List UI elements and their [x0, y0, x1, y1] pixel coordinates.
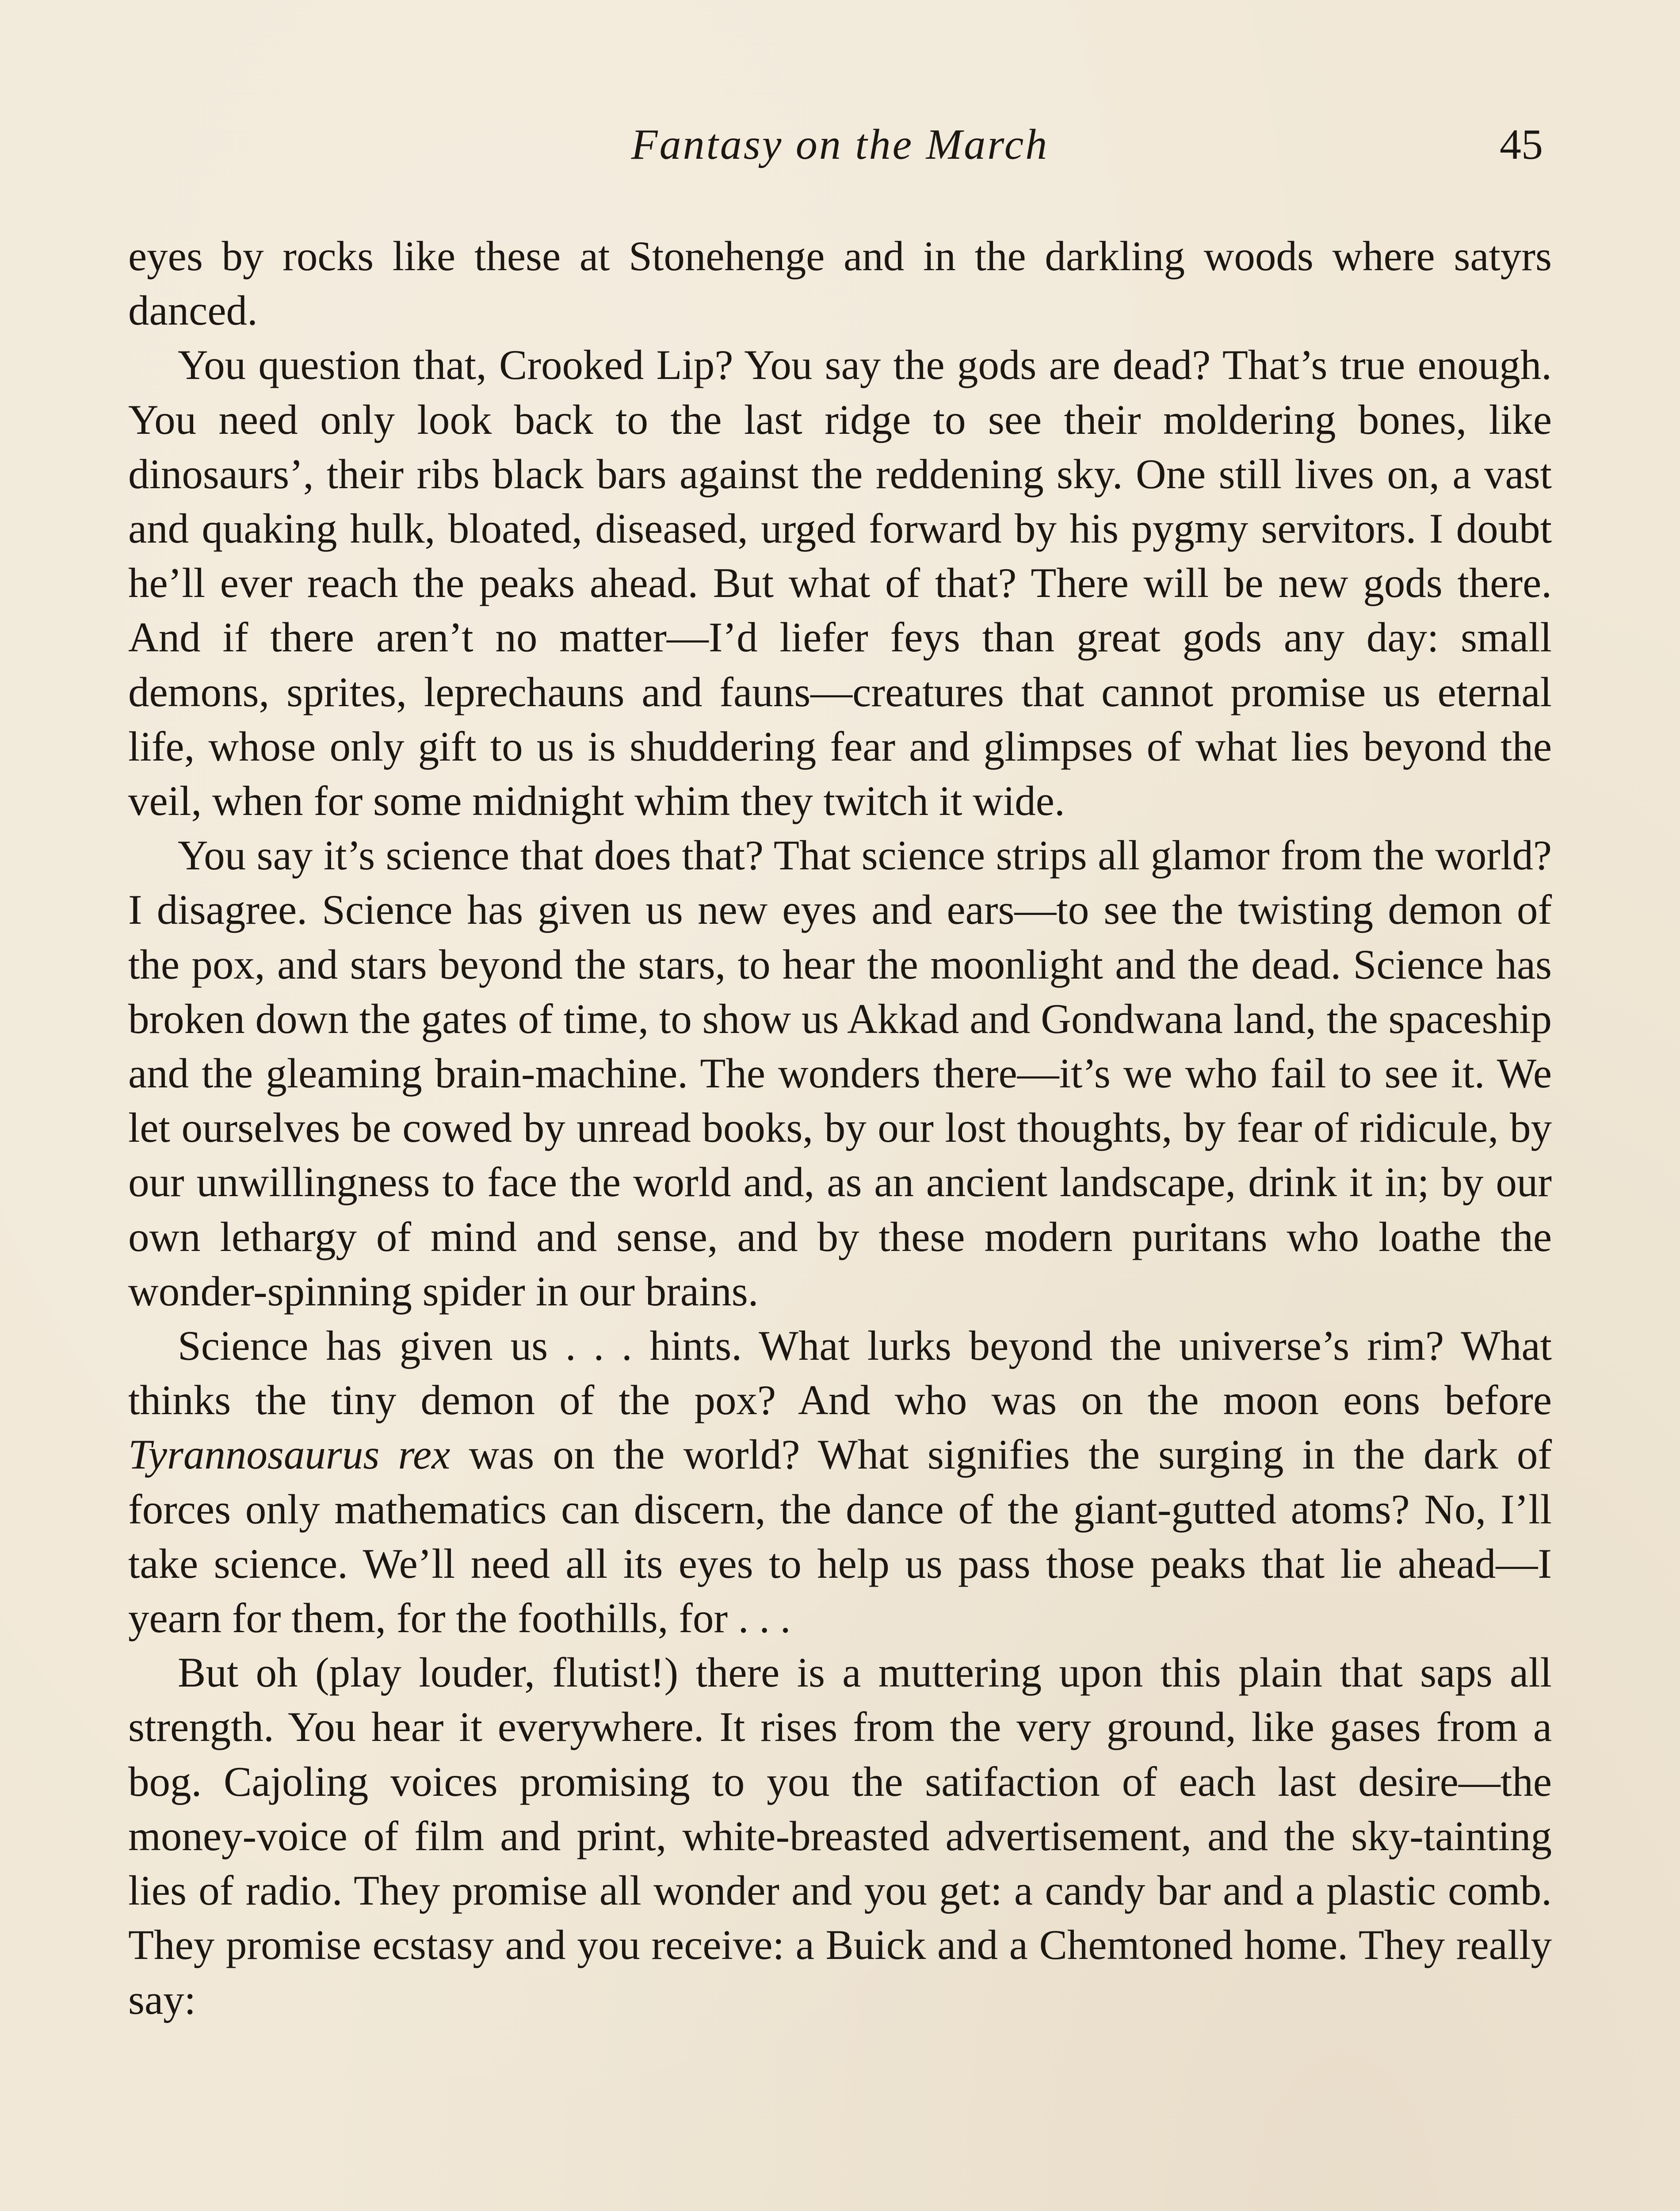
page-number: 45 [1500, 121, 1543, 168]
paragraph-3 [128, 828, 1552, 1319]
running-head [128, 116, 1552, 173]
paragraph-5-text: But oh (play louder, flutist!) there is a muttering upon this plain that saps all strength. You hear it everywhere. It rises from the very ground, like gases from a bog. Cajoling voices promising to you the satifaction of each last desire—the money-voice of film and print, white-breasted advertisement, and the sky-tainting lies of radio. They promise all wonder and you get: a candy bar and a plastic comb. They promise ecstasy and you receive: a Buick and a Chemtoned home. They really say: [128, 1649, 1552, 2023]
paragraph-2-text: You question that, Crooked Lip? You say the gods are dead? That’s true enough. You need only look back to the last ridge to see their moldering bones, like dinosaurs’, their ribs black bars against the reddening sky. One still lives on, a vast and quaking hulk, bloated, diseased, urged forward by his pygmy servitors. I doubt he’ll ever reach the peaks ahead. But what of that? There will be new gods there. And if there aren’t no matter—I’d liefer feys than great gods any day: small demons, sprites, leprechauns and fauns—creatures that cannot promise us eternal life, whose only gift to us is shuddering fear and glimpses of what lies beyond the veil, when for some midnight whim they twitch it wide. [128, 341, 1552, 825]
paragraph-4-italic-species: Tyrannosaurus rex [128, 1431, 451, 1478]
running-title: Fantasy on the March [631, 121, 1049, 168]
paragraph-4 [128, 1319, 1552, 1645]
paragraph-4-text-a: Science has given us . . . hints. What lurks beyond the universe’s rim? What thinks the tiny demon of the pox? And who was on the moon eons before [128, 1322, 1552, 1424]
paragraph-5 [128, 1645, 1552, 2027]
paragraph-1 [128, 229, 1552, 338]
paragraph-3-text: You say it’s science that does that? That science strips all glamor from the world? I disagree. Science has given us new eyes and ears—to see the twisting demon of the pox, and stars beyond the stars, to hear the moonlight and the dead. Science has broken down the gates of time, to show us Akkad and Gondwana land, the spaceship and the gleaming brain-machine. The wonders there—it’s we who fail to see it. We let ourselves be cowed by unread books, by our lost thoughts, by fear of ridicule, by our unwillingness to face the world and, as an ancient landscape, drink it in; by our own lethargy of mind and sense, and by these modern puritans who loathe the wonder-spinning spider in our brains. [128, 832, 1552, 1315]
paragraph-4-text-b: was on the world? What signifies the surging in the dark of forces only mathematics can discern, the dance of the giant-gutted atoms? No, I’ll take science. We’ll need all its eyes to help us pass those peaks that lie ahead—I yearn for them, for the foothills, for . . . [128, 1431, 1552, 1642]
paragraph-2 [128, 338, 1552, 828]
paragraph-1-text: eyes by rocks like these at Stonehenge and in the darkling woods where satyrs danced. [128, 233, 1552, 334]
body-text [128, 229, 1552, 2027]
